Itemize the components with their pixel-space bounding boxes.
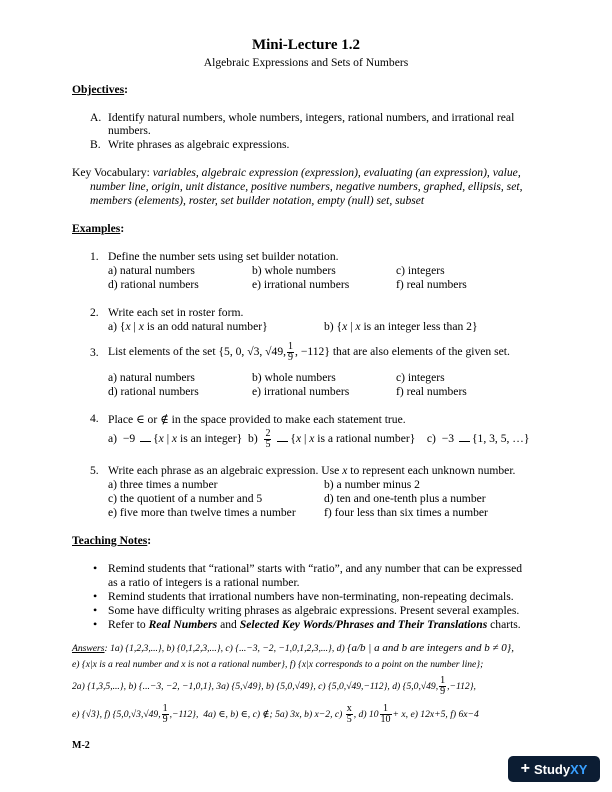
ex4-c: c) −3 {1, 3, 5, …} — [426, 432, 530, 445]
objective-b-text: Write phrases as algebraic expressions. — [108, 138, 290, 151]
bullet-icon: • — [93, 589, 98, 603]
page-number-label: M-2 — [72, 740, 90, 751]
note3: Some have difficulty writing phrases as algebraic expressions. Present several examples. — [108, 604, 520, 617]
ex3-text: List elements of the set {5, 0, √3, √49, $\frac{1}{9}$ , −112} that are also elements of the given set. — [108, 340, 510, 363]
bullet-icon: • — [93, 617, 98, 631]
ex3-b: b) whole numbers — [252, 371, 336, 384]
ex4-items — [108, 425, 529, 453]
ex1-text: Define the number sets using set builder notation. — [108, 250, 339, 263]
teaching-heading: Teaching Notes — [72, 534, 148, 547]
ex2-b: b) {x | x is an integer less than 2} — [324, 320, 478, 333]
not-element-of-symbol: ∉ — [160, 413, 169, 426]
page-subtitle: Algebraic Expressions and Sets of Numbers — [203, 56, 409, 69]
ex3-e: e) irrational numbers — [252, 385, 350, 398]
page-title: Mini-Lecture 1.2 — [251, 37, 361, 53]
answers-line2: e) {x|x is a real number and x is not a rational number}, f) {x|x corresponds to a point on the number line}; — [72, 659, 484, 670]
objectives-heading: Objectives — [72, 83, 125, 96]
answers-line1: Answers: 1a) {1,2,3,...}, b) {0,1,2,3,...}, c) {...−3, −2, −1,0,1,2,3,...}, d) {a/b | a and b are integers and b ≠ 0}, — [72, 642, 514, 654]
ex5-text: Write each phrase as an algebraic expression. Use x to represent each unknown number. — [108, 464, 516, 477]
answer-blank[interactable] — [277, 431, 288, 442]
ex3-c: c) integers — [396, 371, 445, 384]
ex1-f: f) real numbers — [396, 278, 467, 291]
ex4-a: a) −9 {x | x is an integer} — [108, 432, 243, 445]
vocab-line2: number line, origin, unit distance, positive numbers, negative numbers, graphed, ellipsis, set, — [90, 180, 523, 193]
objective-a-line2: numbers. — [108, 124, 151, 137]
bullet-icon: • — [93, 561, 98, 575]
ex5-d: d) ten and one-tenth plus a number — [324, 492, 486, 505]
studyxy-logo: + Study XY — [508, 756, 600, 782]
note4: Refer to Real Numbers and Selected Key Words/Phrases and Their Translations charts. — [108, 618, 521, 631]
ex3-a: a) natural numbers — [108, 371, 195, 384]
ex1-num: 1. — [90, 250, 99, 263]
objectives-heading-row: Objectives: — [72, 83, 129, 96]
plus-icon: + — [520, 760, 530, 777]
answers-line4: e) {√3}, f) {5,0,√3,√49, $\frac{1}{9}$ ,−112}, 4a) ∈, b) ∈, c) ∉; 5a) 3x, b) x−2, c) $\frac{x}{5}$ , d) 10 $\frac{1}{10}$ + x, e) 12x+5, f) 6x−4 — [72, 703, 479, 726]
ex2-text: Write each set in roster form. — [108, 306, 244, 319]
teaching-heading-row: Teaching Notes: — [72, 534, 152, 547]
ex1-e: e) irrational numbers — [252, 278, 350, 291]
ex3-num: 3. — [90, 346, 99, 359]
ex2-a: a) {x | x is an odd natural number} — [108, 320, 268, 333]
ex5-c: c) the quotient of a number and 5 — [108, 492, 263, 505]
vocab-label: Key Vocabulary: — [72, 166, 150, 179]
ex5-num: 5. — [90, 464, 99, 477]
note1-line2: as a ratio of integers is a rational number. — [108, 576, 300, 589]
ex3-f: f) real numbers — [396, 385, 467, 398]
vocab-line3: members (elements), roster, set builder notation, empty (null) set, subset — [90, 194, 425, 207]
answer-blank[interactable] — [140, 431, 151, 442]
objective-a-line1: Identify natural numbers, whole numbers, integers, rational numbers, and irrational real — [108, 111, 515, 124]
examples-heading: Examples — [72, 222, 121, 235]
ex5-a: a) three times a number — [108, 478, 218, 491]
ex3-d: d) rational numbers — [108, 385, 199, 398]
vocab-line1: Key Vocabulary: variables, algebraic expression (expression), evaluating (an expression), value, — [72, 166, 521, 179]
ex5-b: b) a number minus 2 — [324, 478, 420, 491]
ex3-set: {5, 0, √3, √49, $\frac{1}{9}$ , −112} — [218, 340, 330, 363]
ex1-c: c) integers — [396, 264, 445, 277]
ex4-num: 4. — [90, 412, 99, 425]
ex2-num: 2. — [90, 306, 99, 319]
objective-a-label: A. — [90, 111, 102, 124]
answers-line3: 2a) {1,3,5,...}, b) {...−3, −2, −1,0,1}, 3a) {5,√49}, b) {5,0,√49}, c) {5,0,√49,−112}, d) {5,0,√49, $\frac{1}{9}$ ,−112}, — [72, 675, 476, 698]
ex4-b: b) $\frac{2}{5}$ {x | x is a rational number} — [248, 427, 416, 450]
note1-line1: Remind students that “rational” starts with “ratio”, and any number that can be expressed — [108, 562, 523, 575]
answer-blank[interactable] — [459, 431, 470, 442]
ex1-a: a) natural numbers — [108, 264, 195, 277]
bullet-icon: • — [93, 603, 98, 617]
answers-label: Answers — [72, 643, 105, 654]
ex4-text: Place ∈ or ∉ in the space provided to make each statement true. — [108, 413, 406, 426]
note2: Remind students that irrational numbers have non-terminating, non-repeating decimals. — [108, 590, 514, 603]
ex1-d: d) rational numbers — [108, 278, 199, 291]
ex1-b: b) whole numbers — [252, 264, 336, 277]
examples-heading-row: Examples: — [72, 222, 125, 235]
ex5-e: e) five more than twelve times a number — [108, 506, 296, 519]
element-of-symbol: ∈ — [136, 413, 145, 426]
ex5-f: f) four less than six times a number — [324, 506, 488, 519]
objective-b-label: B. — [90, 138, 101, 151]
